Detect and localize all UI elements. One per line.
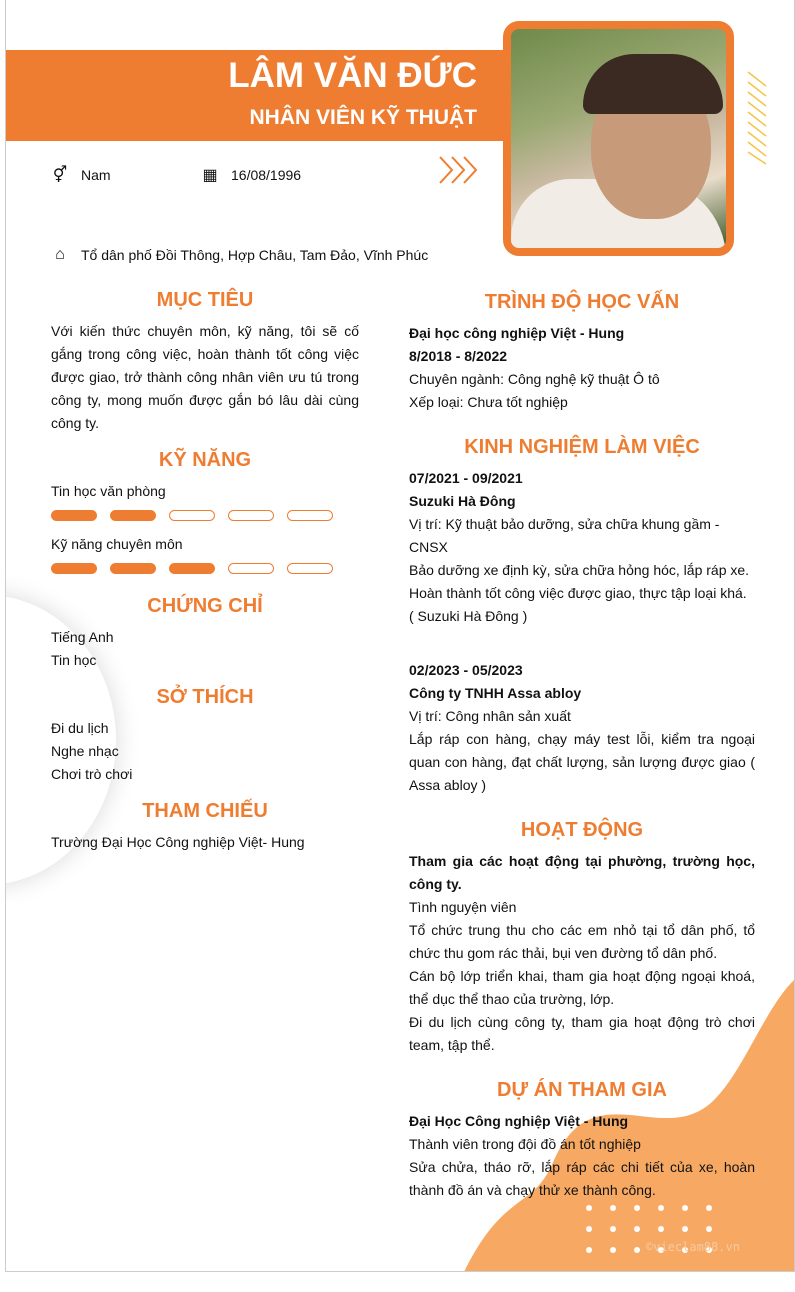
gender-value: Nam — [81, 167, 111, 183]
activities-heading: Tham gia các hoạt động tại phường, trường học, công ty. — [409, 853, 755, 892]
skill-name: Kỹ năng chuyên môn — [51, 536, 183, 552]
address-value: Tổ dân phố Đồi Thông, Hợp Châu, Tam Đảo, Vĩnh Phúc — [81, 247, 429, 263]
experience-line: Hoàn thành tốt công việc được giao, thực tập loại khá. ( Suzuki Hà Đông ) — [409, 585, 747, 624]
experience-line: Vị trí: Kỹ thuật bảo dưỡng, sửa chữa khung gầm - CNSX — [409, 516, 720, 555]
job-title: NHÂN VIÊN KỸ THUẬT — [249, 106, 477, 129]
experience-item — [409, 659, 755, 797]
activity-line: Cán bộ lớp triển khai, tham gia hoạt động ngoại khoá, thể dục thể thao của trường, lớp. — [409, 968, 755, 1007]
stripes-icon — [746, 70, 771, 165]
cv-page — [5, 0, 795, 1272]
hobbies-title: SỞ THÍCH — [156, 686, 254, 708]
hobby-item: Nghe nhạc — [51, 743, 119, 759]
certificate-item: Tiếng Anh — [51, 629, 114, 645]
experience-company: Suzuki Hà Đông — [409, 493, 516, 509]
projects-title: DỰ ÁN THAM GIA — [497, 1079, 667, 1101]
education-grade: Xếp loại: Chưa tốt nghiệp — [409, 394, 568, 410]
experience-line: Lắp ráp con hàng, chạy máy test lỗi, kiểm tra ngoại quan con hàng, đạt chất lượng, sản lượng được giao ( Assa abloy ) — [409, 731, 755, 793]
project-line: Thành viên trong đội đồ án tốt nghiệp — [409, 1136, 641, 1152]
objective-text: Với kiến thức chuyên môn, kỹ năng, tôi sẽ cố gắng trong công việc, hoàn thành tốt công việc được giao, trở thành công nhân viên ưu tú trong công ty, mong muốn được gắn bó lâu dài cùng công ty. — [51, 323, 359, 431]
birthday-info — [201, 165, 301, 185]
activities-block — [409, 850, 755, 1057]
watermark: ©vieclam88.vn — [646, 1240, 740, 1254]
project-heading: Đại Học Công nghiệp Việt - Hung — [409, 1113, 629, 1129]
experience-line: Bảo dưỡng xe định kỳ, sửa chữa hỏng hóc, lắp ráp xe. — [409, 562, 750, 578]
education-block — [409, 322, 755, 414]
gender-info — [51, 165, 111, 185]
hobby-item: Chơi trò chơi — [51, 766, 133, 782]
certificates-title: CHỨNG CHỈ — [147, 595, 263, 617]
candidate-name: LÂM VĂN ĐỨC — [228, 56, 477, 95]
skill-name: Tin học văn phòng — [51, 483, 166, 499]
skills-title: KỸ NĂNG — [158, 449, 252, 471]
activity-line: Tình nguyện viên — [409, 899, 517, 915]
birthday-value: 16/08/1996 — [231, 167, 302, 183]
experience-item — [409, 467, 755, 628]
reference-item: Trường Đại Học Công nghiệp Việt- Hung — [51, 834, 305, 850]
certificates-list — [51, 626, 114, 672]
skill-rating — [51, 510, 333, 521]
hobby-item: Đi du lịch — [51, 720, 109, 736]
certificate-item: Tin học — [51, 652, 97, 668]
activity-line: Tổ chức trung thu cho các em nhỏ tại tổ dân phố, tổ chức thu gom rác thải, bụi ven đường tổ dân phố. — [409, 922, 755, 961]
skill-rating — [51, 563, 333, 574]
home-icon: ⌂ — [55, 246, 65, 263]
education-major: Chuyên ngành: Công nghệ kỹ thuật Ô tô — [409, 371, 660, 387]
chevrons-icon — [438, 155, 483, 185]
experience-period: 02/2023 - 05/2023 — [409, 662, 523, 678]
education-title: TRÌNH ĐỘ HỌC VẤN — [484, 291, 680, 313]
experience-company: Công ty TNHH Assa abloy — [409, 685, 582, 701]
education-period: 8/2018 - 8/2022 — [409, 348, 508, 364]
activity-line: Đi du lịch cùng công ty, tham gia hoạt động trò chơi team, tập thể. — [409, 1014, 755, 1053]
profile-photo — [503, 21, 734, 256]
references-title: THAM CHIẾU — [142, 800, 268, 822]
activities-title: HOẠT ĐỘNG — [520, 819, 644, 841]
hobbies-list — [51, 717, 132, 786]
project-line: Sửa chửa, tháo rỡ, lắp ráp các chi tiết của xe, hoàn thành đồ án và chạy thử xe thành công. — [409, 1159, 755, 1198]
education-school: Đại học công nghiệp Việt - Hung — [409, 325, 625, 341]
experience-period: 07/2021 - 09/2021 — [409, 470, 523, 486]
calendar-icon: ▦ — [202, 167, 218, 184]
gender-icon: ⚥ — [52, 167, 68, 184]
address-info — [51, 246, 428, 264]
objective-title: MỤC TIÊU — [156, 289, 254, 311]
projects-block — [409, 1110, 755, 1202]
experience-title: KINH NGHIỆM LÀM VIỆC — [464, 436, 700, 458]
experience-line: Vị trí: Công nhân sản xuất — [409, 708, 571, 724]
